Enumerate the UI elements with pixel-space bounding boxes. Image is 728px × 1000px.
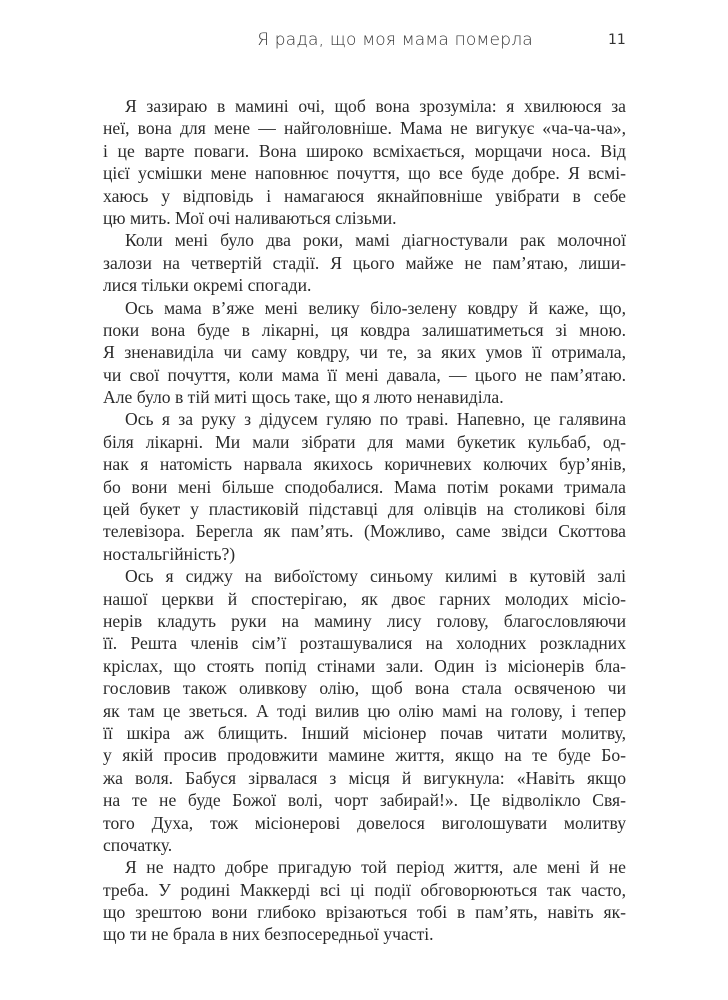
text-line: жа воля. Бабуся зірвалася з місця й вигукнула: «Навіть якщо [103, 767, 626, 788]
running-header [0, 30, 728, 54]
text-line: ностальгійність?) [103, 543, 236, 564]
text-line: поки вона буде в лікарні, ця ковдра залишатиметься зі мною. [103, 319, 626, 340]
text-line: Ось я за руку з дідусем гуляю по траві. Напевно, це галявина [125, 409, 626, 430]
text-line: цей букет у пластиковій підставці для олівців на столикові біля [103, 499, 626, 520]
text-line: залози на четвертій стадії. Я цього майже не пам’ятаю, лиши- [103, 252, 626, 273]
text-line: треба. У родині Маккерді всі ці події обговорюються так часто, [103, 879, 626, 900]
text-line: цієї усмішки мене наповнює почуття, що все буде добре. Я всмі- [103, 163, 626, 184]
text-line: нерів кладуть руки на мамину лису голову, благословляючи [103, 610, 626, 631]
text-line: Я не надто добре пригадую той період життя, але мені й не [125, 857, 626, 878]
text-line: на те не буде Божої волі, чорт забирай!». Це відволікло Свя- [103, 790, 626, 811]
text-line: що зрештою вони глибоко врізаються тобі в пам’ять, навіть як- [103, 902, 626, 923]
text-line: її шкіра аж блищить. Інший місіонер почав читати молитву, [103, 722, 626, 743]
paragraph [103, 229, 626, 296]
text-line: гословив також оливкову олію, щоб вона стала освяченою чи [103, 678, 626, 699]
text-line: телевізора. Берегла як пам’ять. (Можливо, саме звідси Скоттова [103, 521, 626, 542]
text-line: як там це зветься. А тоді вилив цю олію мамі на голову, і тепер [103, 700, 626, 721]
text-line: що ти не брала в них безпосередньої участі. [103, 924, 434, 945]
paragraph [103, 408, 626, 565]
text-line: Я зненавиділа чи саму ковдру, чи те, за яких умов її отримала, [103, 342, 626, 363]
body-text [103, 95, 626, 946]
text-line: Ось я сиджу на вибоїстому синьому килимі в кутовій залі [125, 566, 626, 587]
text-line: цю мить. Мої очі наливаються слізьми. [103, 207, 397, 228]
text-line: лися тільки окремі спогади. [103, 275, 312, 296]
paragraph [103, 95, 626, 229]
text-line: у якій просив продовжити мамине життя, якщо на те буде Бо- [103, 745, 626, 766]
text-line: спочатку. [103, 834, 173, 855]
text-line: чи свої почуття, коли мама її мені давала, — цього не пам’ятаю. [103, 364, 626, 385]
paragraph [103, 297, 626, 409]
text-line: Але було в тій миті щось таке, що я люто ненавиділа. [103, 387, 504, 408]
text-line: Коли мені було два роки, мамі діагностували рак молочної [125, 230, 626, 251]
text-line: її. Решта членів сім’ї розташувалися на холодних розкладних [103, 633, 626, 654]
text-line: того Духа, тож місіонерові довелося виголошувати молитву [103, 812, 626, 833]
text-line: і це варте поваги. Вона широко всміхається, морщачи носа. Від [103, 140, 626, 161]
text-line: кріслах, що стоять попід стінами зали. Один із місіонерів бла- [103, 655, 626, 676]
chapter-title: Я рада, що моя мама померла [257, 30, 533, 50]
text-line: Я зазираю в мамині очі, щоб вона зрозуміла: я хвилююся за [125, 96, 626, 116]
paragraph [103, 856, 626, 946]
text-line: неї, вона для мене — найголовніше. Мама не вигукує «ча-ча-ча», [103, 118, 626, 139]
text-line: нак я натомість нарвала якихось коричневих колючих бур’янів, [103, 454, 626, 475]
paragraph [103, 565, 626, 856]
text-line: біля лікарні. Ми мали зібрати для мами букетик кульбаб, од- [103, 431, 626, 452]
page-number: 11 [608, 32, 626, 48]
text-line: Ось мама в’яже мені велику біло-зелену ковдру й каже, що, [125, 297, 626, 318]
text-line: хаюсь у відповідь і намагаюся якнайповніше увібрати в себе [103, 185, 626, 206]
text-line: нашої церкви й спостерігаю, як двоє гарних молодих місіо- [103, 588, 626, 609]
text-line: бо вони мені більше сподобалися. Мама потім роками тримала [103, 476, 626, 497]
